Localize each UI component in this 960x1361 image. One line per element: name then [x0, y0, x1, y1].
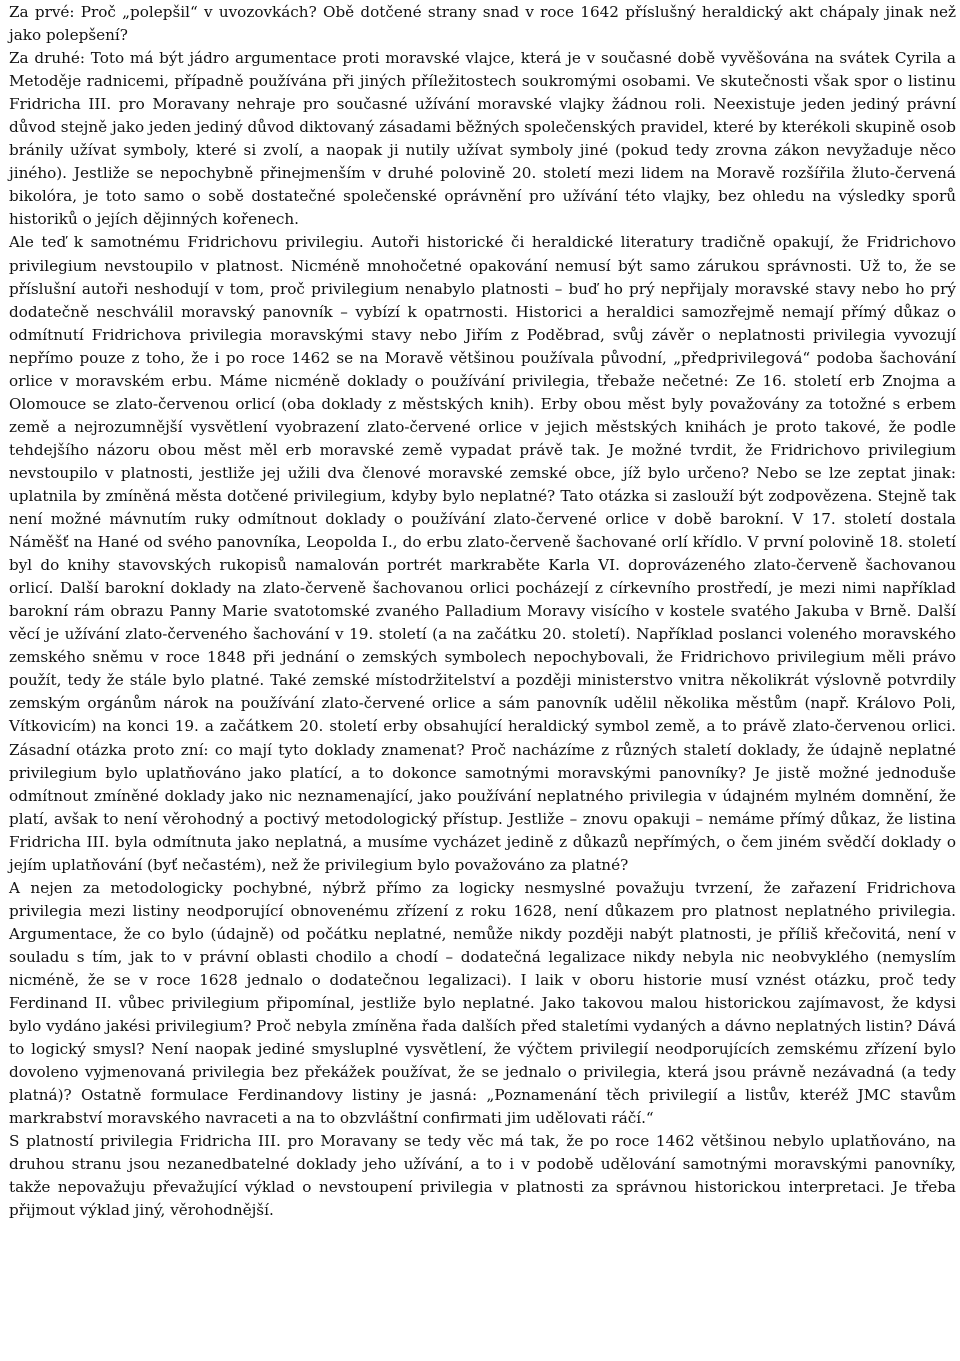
paragraph-second-argument: Za druhé: Toto má být jádro argumentace proti moravské vlajce, která je v současné době vyvěšována na svátek Cyrila a Metoděje radnicemi, případně používána při jiných příležitostech soukromými osobami. Ve skutečnosti však spor o listinu Fridricha III. pro Moravany nehraje pro současné užívání moravské vlajky žádnou roli. Neexistuje jeden jediný právní důvod stejně jako jeden jediný důvod diktovaný zásadami běžných společenských pravidel, které by kterékoli skupině osob bránily užívat symboly, které si zvolí, a naopak ji nutily užívat symboly jiné (pokud tedy zrovna zákon nevyžaduje něco jiného). Jestliže se nepochybně přinejmenším v druhé polovině 20. století mezi lidem na Moravě rozšířila žluto-červená bikolóra, je toto samo o sobě dostatečné společenské oprávnění pro užívání této vlajky, bez ohledu na výsledky sporů historiků o jejích dějinných kořenech.	[9, 49, 956, 229]
paragraph-conclusion: S platností privilegia Fridricha III. pro Moravany se tedy věc má tak, že po roce 1462 většinou nebylo uplatňováno, na druhou stranu jsou nezanedbatelné doklady jeho užívání, a to i v podobě udělování samotnými moravskými panovníky, takže nepovažuju převažující výklad o nevstoupení privilegia v platnosti za správnou historickou interpretaci. Je třeba přijmout výklad jiný, věrohodnější.	[9, 1132, 956, 1220]
paragraph-methodology: A nejen za metodologicky pochybné, nýbrž přímo za logicky nesmyslné považuju tvrzení, že zařazení Fridrichova privilegia mezi listiny neodporující obnovenému zřízení z roku 1628, není důkazem pro platnost neplatného privilegia. Argumentace, že co bylo (údajně) od počátku neplatné, nemůže nikdy později nabýt platnosti, je příliš křečovitá, není v souladu s tím, jak to v právní oblasti chodilo a chodí – dodatečná legalizace nikdy nebyla nic neobvyklého (nemyslím nicméně, že se v roce 1628 jednalo o dodatečnou legalizaci). I laik v oboru historie musí vznést otázku, proč tedy Ferdinand II. vůbec privilegium připomínal, jestliže bylo neplatné. Jako takovou malou historickou zajímavost, že kdysi bylo vydáno jakési privilegium? Proč nebyla zmíněna řada dalších před staletími vydaných a dávno neplatných listin? Dává to logický smysl? Není naopak jediné smysluplné vysvětlení, že výčtem privilegií neodporujících zemskému zřízení bylo dovoleno vyjmenovaná privilegia bez překážek používat, že se jednalo o privilegia, která jsou právně nezávadná (a tedy platná)? Ostatně formulace Ferdinandovy listiny je jasná: „Poznamenání těch privilegií a listův, kteréž JMC stavům markrabství moravského navraceti a na to obzvláštní confirmati jim udělovati ráčí.“	[9, 878, 956, 1128]
paragraph-first-question: Za prvé: Proč „polepšil“ v uvozovkách? Obě dotčené strany snad v roce 1642 příslušný heraldický akt chápaly jinak než jako polepšení?	[9, 3, 956, 45]
paragraph-fridrich-privilege: Ale teď k samotnému Fridrichovu privilegiu. Autoři historické či heraldické literatury tradičně opakují, že Fridrichovo privilegium nevstoupilo v platnost. Nicméně mnohočetné opakování nemusí být samo zárukou správnosti. Už to, že se příslušní autoři neshodují v tom, proč privilegium nenabylo platnosti – buď ho prý nepřijaly moravské stavy nebo ho prý dodatečně neschválil moravský panovník – vybízí k opatrnosti. Historici a heraldici samozřejmě nemají přímý důkaz o odmítnutí Fridrichova privilegia moravskými stavy nebo Jiřím z Poděbrad, svůj závěr o neplatnosti privilegia vyvozují nepřímo pouze z toho, že i po roce 1462 se na Moravě většinou používala původní, „předprivilegová“ podoba šachování orlice v moravském erbu. Máme nicméně doklady o používání privilegia, třebaže nečetné: Ze 16. století erb Znojma a Olomouce se zlato-červenou orlicí (oba doklady z městských knih). Erby obou měst byly považovány za totožné s erbem země a nejrozumnější vysvětlení vyobrazení zlato-červené orlice v jejich městských knihách je proto takové, že podle tehdejšího názoru obou měst měl erb moravské země vypadat právě tak. Je možné tvrdit, že Fridrichovo privilegium nevstoupilo v platnosti, jestliže jej užili dva členové moravské zemské obce, jíž bylo určeno? Nebo se lze zeptat jinak: uplatnila by zmíněná města dotčené privilegium, kdyby bylo neplatné? Tato otázka si zaslouží být zodpovězena. Stejně tak není možné mávnutím ruky odmítnout doklady o používání zlato-červené orlice v době barokní. V 17. století dostala Náměšť na Hané od svého panovníka, Leopolda I., do erbu zlato-červeně šachované orlí křídlo. V první polovině 18. století byl do knihy stavovských rukopisů namalován portrét markraběte Karla VI. doprovázeného zlato-červeně šachovanou orlicí. Další barokní doklady na zlato-červeně šachovanou orlici pocházejí z církevního prostředí, je mezi nimi například barokní rám obrazu Panny Marie svatotomské zvaného Palladium Moravy visícího v kostele svatého Jakuba v Brně. Další věcí je užívání zlato-červeného šachování v 19. století (a na začátku 20. století). Například poslanci voleného moravského zemského sněmu v roce 1848 při jednání o zemských symbolech nepochybovali, že Fridrichovo privilegium měli právo použít, tedy že stále bylo platné. Také zemské místodržitelství a později ministerstvo vnitra několikrát výslovně potvrdily zemským orgánům nárok na používání zlato-červené orlice a sám panovník udělil několika městům (např. Královo Poli, Vítkovicím) na konci 19. a začátkem 20. století erby obsahující heraldický symbol země, a to právě zlato-červenou orlici. Zásadní otázka proto zní: co mají tyto doklady znamenat? Proč nacházíme z různých staletí doklady, že údajně neplatné privilegium bylo uplatňováno jako platící, a to dokonce samotnými moravskými panovníky? Je jistě možné jednoduše odmítnout zmíněné doklady jako nic neznamenající, jako používání neplatného privilegia v údajném mylném domnění, že platí, avšak to není věrohodný a poctivý metodologický přístup. Jestliže – znovu opakuji – nemáme přímý důkaz, že listina Fridricha III. byla odmítnuta jako neplatná, a musíme vycházet jedině z důkazů nepřímých, o čem jiném svědčí doklady o jejím uplatňování (byť nečastém), než že privilegium bylo považováno za platné?	[9, 233, 956, 874]
